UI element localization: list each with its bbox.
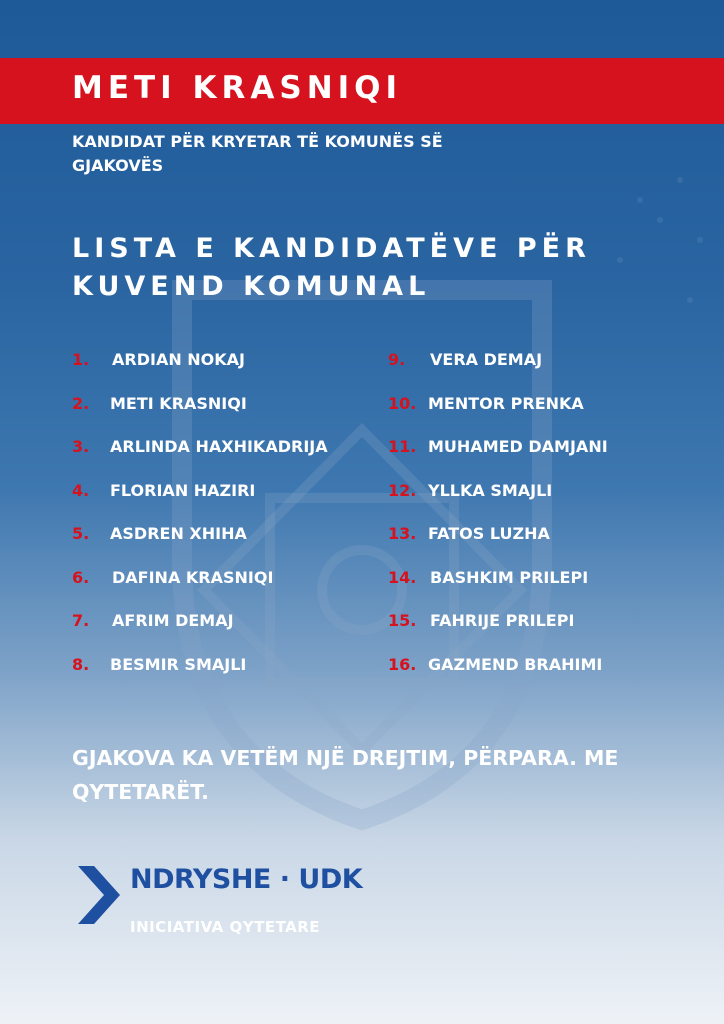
list-item-number: 10. <box>388 394 417 413</box>
list-item <box>72 394 247 413</box>
list-item <box>72 655 246 674</box>
list-item-number: 3. <box>72 437 90 456</box>
campaign-slogan: GJAKOVA KA VETËM NJË DREJTIM, PËRPARA. ME QYTETARËT. <box>72 746 619 804</box>
list-item-name: GAZMEND BRAHIMI <box>428 655 603 674</box>
list-item-name: AFRIM DEMAJ <box>112 611 234 630</box>
list-item-number: 2. <box>72 394 90 413</box>
list-item-number: 4. <box>72 481 90 500</box>
list-item-name: BESMIR SMAJLI <box>110 655 247 674</box>
party-logo-subtitle: INICIATIVA QYTETARE <box>130 918 321 936</box>
list-item-number: 7. <box>72 611 90 630</box>
list-item <box>72 524 247 543</box>
list-item-name: FATOS LUZHA <box>428 524 550 543</box>
list-item-number: 13. <box>388 524 417 543</box>
chevron-right-icon <box>78 866 120 924</box>
list-item-number: 16. <box>388 655 417 674</box>
list-item-name: ARLINDA HAXHIKADRIJA <box>110 437 328 456</box>
list-item-name: ARDIAN NOKAJ <box>112 350 246 369</box>
candidate-subtitle: KANDIDAT PËR KRYETAR TË KOMUNËS SË GJAKOVËS <box>72 132 443 175</box>
list-item <box>388 568 588 587</box>
list-item-name: MUHAMED DAMJANI <box>428 437 608 456</box>
list-item-name: BASHKIM PRILEPI <box>430 568 589 587</box>
list-item-number: 12. <box>388 481 417 500</box>
list-item <box>72 437 328 456</box>
list-item-name: MENTOR PRENKA <box>428 394 584 413</box>
list-item-name: FAHRIJE PRILEPI <box>430 611 575 630</box>
list-item-number: 5. <box>72 524 90 543</box>
candidate-name-title: METI KRASNIQI <box>72 70 403 106</box>
list-item <box>388 655 602 674</box>
list-item <box>388 524 550 543</box>
list-item <box>388 611 574 630</box>
list-item-number: 1. <box>72 350 90 369</box>
list-item-number: 15. <box>388 611 417 630</box>
list-item <box>72 568 273 587</box>
list-item <box>388 394 584 413</box>
list-item <box>388 437 608 456</box>
list-title: LISTA E KANDIDATËVE PËR KUVEND KOMUNAL <box>72 233 591 302</box>
list-item-number: 9. <box>388 350 406 369</box>
list-item <box>72 481 255 500</box>
list-item <box>388 481 552 500</box>
list-item-name: FLORIAN HAZIRI <box>110 481 256 500</box>
list-item <box>388 350 542 369</box>
list-item <box>72 611 234 630</box>
party-logo <box>78 864 418 944</box>
list-item-number: 6. <box>72 568 90 587</box>
list-item-name: DAFINA KRASNIQI <box>112 568 274 587</box>
party-logo-text: NDRYSHE · UDK <box>130 864 363 895</box>
list-item-number: 14. <box>388 568 417 587</box>
list-item-name: ASDREN XHIHA <box>110 524 247 543</box>
list-item-number: 8. <box>72 655 90 674</box>
list-item-name: VERA DEMAJ <box>430 350 543 369</box>
list-item <box>72 350 245 369</box>
list-item-name: YLLKA SMAJLI <box>428 481 553 500</box>
list-item-number: 11. <box>388 437 417 456</box>
list-item-name: METI KRASNIQI <box>110 394 247 413</box>
